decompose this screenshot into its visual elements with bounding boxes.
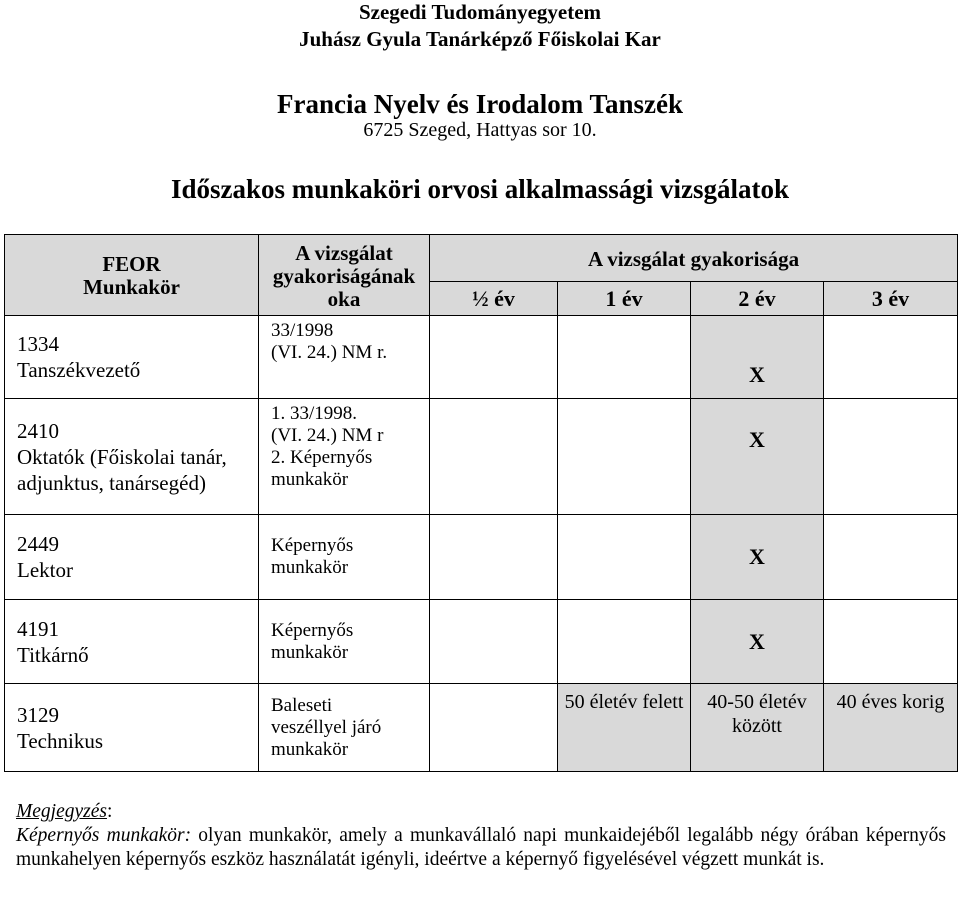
freq-cell (558, 399, 691, 515)
header-freq-1-year: 1 év (558, 282, 691, 316)
table-row (5, 600, 958, 684)
job-cell (5, 684, 259, 772)
reason-line: 2. Képernyős (271, 447, 373, 468)
freq-cell (558, 316, 691, 399)
reason-cell (259, 316, 430, 399)
reason-line: Képernyős (271, 619, 354, 641)
feor-code: 1334 (17, 332, 59, 356)
header-freq-half-year: ½ év (430, 282, 558, 316)
reason-line: munkakör (271, 738, 349, 760)
job-cell (5, 600, 259, 684)
reason-line: munkakör (271, 641, 349, 663)
reason-line: 33/1998 (271, 320, 334, 341)
job-title: Technikus (17, 728, 104, 753)
reason-line: veszéllyel járó (271, 716, 382, 738)
note-term: Képernyős munkakör: (16, 825, 192, 846)
age-range-over-50: 50 életév felett (558, 684, 691, 772)
reason-line: (VI. 24.) NM r. (271, 342, 388, 363)
document-title: Időszakos munkaköri orvosi alkalmassági vizsgálatok (170, 174, 790, 204)
reason-cell (259, 399, 430, 515)
header-reason-line1: A vizsgálat (295, 240, 393, 265)
job-title: Titkárnő (17, 642, 89, 667)
feor-code: 3129 (17, 702, 59, 727)
job-title: Tanszékvezető (17, 358, 141, 382)
freq-cell (824, 600, 958, 684)
freq-cell (558, 515, 691, 600)
reason-line: Képernyős (271, 535, 354, 556)
table-row (5, 515, 958, 600)
freq-mark: X (691, 399, 824, 515)
header-frequency: A vizsgálat gyakorisága (430, 235, 958, 282)
table-row (5, 316, 958, 399)
freq-cell (824, 316, 958, 399)
department-address: 6725 Szeged, Hattyas sor 10. (363, 119, 597, 141)
note-colon: : (106, 801, 113, 822)
note-block (16, 800, 946, 872)
job-cell (5, 399, 259, 515)
note-body (16, 824, 946, 872)
freq-cell (824, 399, 958, 515)
freq-mark: X (691, 515, 824, 600)
header-feor-line2: Munkakör (83, 275, 180, 299)
freq-cell (430, 600, 558, 684)
university-name: Szegedi Tudományegyetem (358, 0, 602, 24)
reason-line: (VI. 24.) NM r (271, 425, 384, 446)
job-cell (5, 316, 259, 399)
reason-line: 1. 33/1998. (271, 403, 358, 424)
header-freq-2-year: 2 év (691, 282, 824, 316)
note-text: olyan munkakör, amely a munkavállaló napi munkaidejéből legalább négy órában képernyős munkahelyen képernyős eszköz használatát igényli, ideértve a képernyő figyelésével végzett munkát is. (16, 825, 947, 870)
freq-cell (824, 515, 958, 600)
age-range-40-50: 40-50 életév között (691, 684, 824, 772)
freq-cell (430, 515, 558, 600)
reason-cell (259, 600, 430, 684)
freq-mark: X (691, 316, 824, 399)
reason-cell (259, 515, 430, 600)
header-feor (5, 235, 259, 316)
reason-line: Baleseti (271, 694, 333, 716)
header-reason-line2: gyakoriságának (272, 263, 416, 288)
reason-line: munkakör (271, 557, 349, 578)
department-name: Francia Nyelv és Irodalom Tanszék (276, 89, 683, 119)
freq-cell (430, 684, 558, 772)
note-title: Megjegyzés (16, 801, 107, 822)
freq-cell (430, 399, 558, 515)
examination-table (4, 234, 958, 772)
job-title: Oktatók (Főiskolai tanár, adjunktus, tanársegéd) (17, 444, 227, 495)
job-cell (5, 515, 259, 600)
faculty-name: Juhász Gyula Tanárképző Főiskolai Kar (299, 27, 661, 51)
table-row (5, 399, 958, 515)
header-freq-3-year: 3 év (824, 282, 958, 316)
job-title: Lektor (17, 558, 73, 582)
feor-code: 4191 (17, 616, 59, 641)
feor-code: 2449 (17, 532, 59, 556)
freq-cell (558, 600, 691, 684)
freq-cell (430, 316, 558, 399)
feor-code: 2410 (17, 418, 59, 443)
header-feor-line1: FEOR (102, 252, 161, 276)
header-reason (259, 235, 430, 316)
freq-mark: X (691, 600, 824, 684)
table-row (5, 684, 958, 772)
reason-cell (259, 684, 430, 772)
reason-line: munkakör (271, 469, 349, 490)
header-reason-line3: oka (327, 286, 361, 311)
age-range-under-40: 40 éves korig (824, 684, 958, 772)
